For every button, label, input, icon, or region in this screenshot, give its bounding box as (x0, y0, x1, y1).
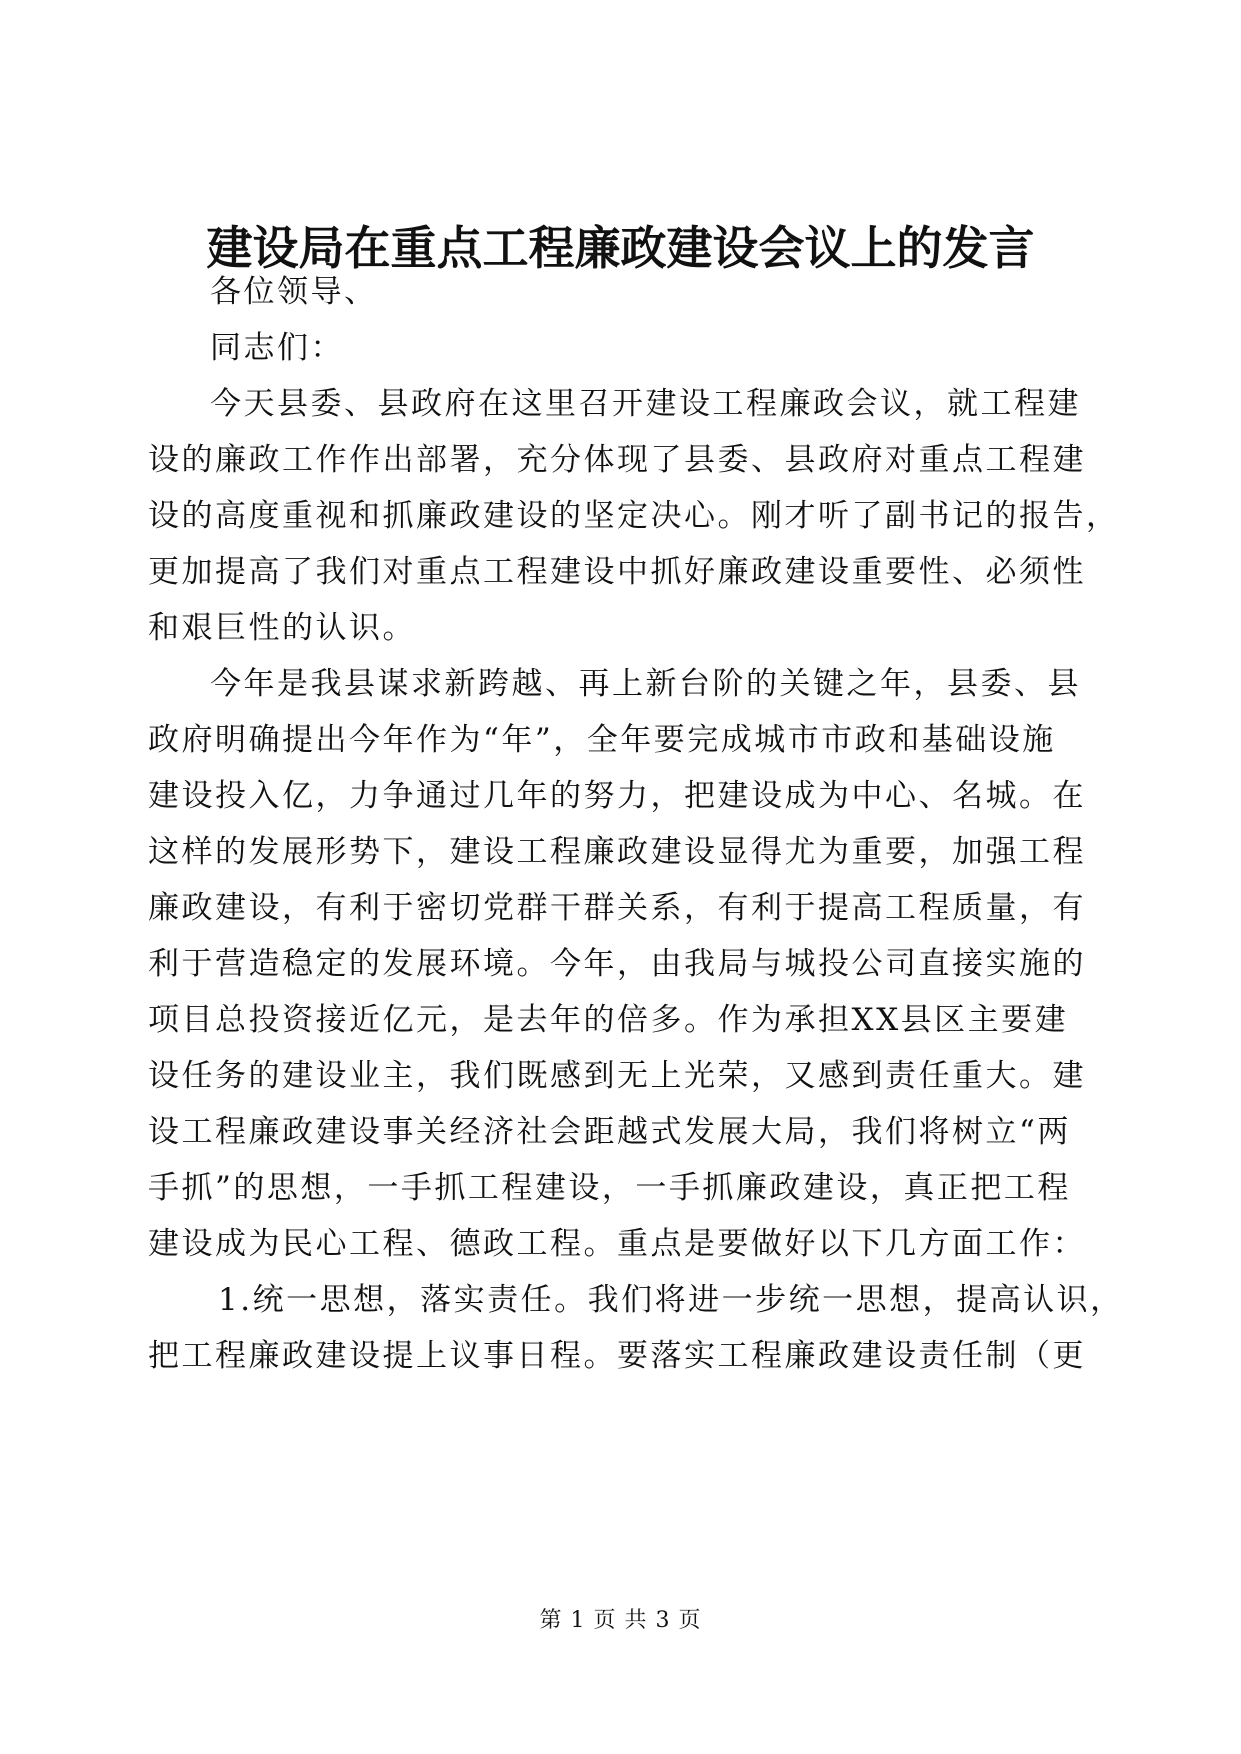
page-number-footer: 第 1 页 共 3 页 (539, 1608, 702, 1633)
body-line: 今年是我县谋求新跨越、再上新台阶的关键之年，县委、县 (210, 666, 1081, 702)
body-line: 设的高度重视和抓廉政建设的坚定决心。刚才听了副书记的报告， (148, 498, 1120, 534)
body-line: 设工程廉政建设事关经济社会距越式发展大局，我们将树立“两 (148, 1114, 1071, 1150)
body-line: 政府明确提出今年作为“年”，全年要完成城市市政和基础设施 (148, 722, 1056, 758)
body-line: 设任务的建设业主，我们既感到无上光荣，又感到责任重大。建 (148, 1058, 1086, 1094)
body-line: 建设成为民心工程、德政工程。重点是要做好以下几方面工作： (148, 1226, 1086, 1262)
salutation-line-1: 各位领导、 (210, 274, 378, 310)
body-line: 和艰巨性的认识。 (148, 610, 416, 646)
body-line: 把工程廉政建设提上议事日程。要落实工程廉政建设责任制（更 (148, 1338, 1086, 1374)
body-line: 建设投入亿，力争通过几年的努力，把建设成为中心、名城。在 (148, 778, 1086, 814)
body-line: 更加提高了我们对重点工程建设中抓好廉政建设重要性、必须性 (148, 554, 1086, 590)
document-title: 建设局在重点工程廉政建设会议上的发言 (206, 221, 1035, 275)
body-line: 1.统一思想，落实责任。我们将进一步统一思想，提高认识， (218, 1282, 1124, 1318)
body-line: 廉政建设，有利于密切党群干群关系，有利于提高工程质量，有 (148, 890, 1086, 926)
body-line: 今天县委、县政府在这里召开建设工程廉政会议，就工程建 (210, 386, 1081, 422)
body-line: 这样的发展形势下，建设工程廉政建设显得尤为重要，加强工程 (148, 834, 1086, 870)
body-line: 利于营造稳定的发展环境。今年，由我局与城投公司直接实施的 (148, 946, 1086, 982)
body-line: 项目总投资接近亿元，是去年的倍多。作为承担XX县区主要建 (148, 1002, 1069, 1038)
body-line: 手抓”的思想，一手抓工程建设，一手抓廉政建设，真正把工程 (148, 1170, 1071, 1206)
body-line: 设的廉政工作作出部署，充分体现了县委、县政府对重点工程建 (148, 442, 1086, 478)
salutation-line-2: 同志们： (210, 330, 344, 366)
